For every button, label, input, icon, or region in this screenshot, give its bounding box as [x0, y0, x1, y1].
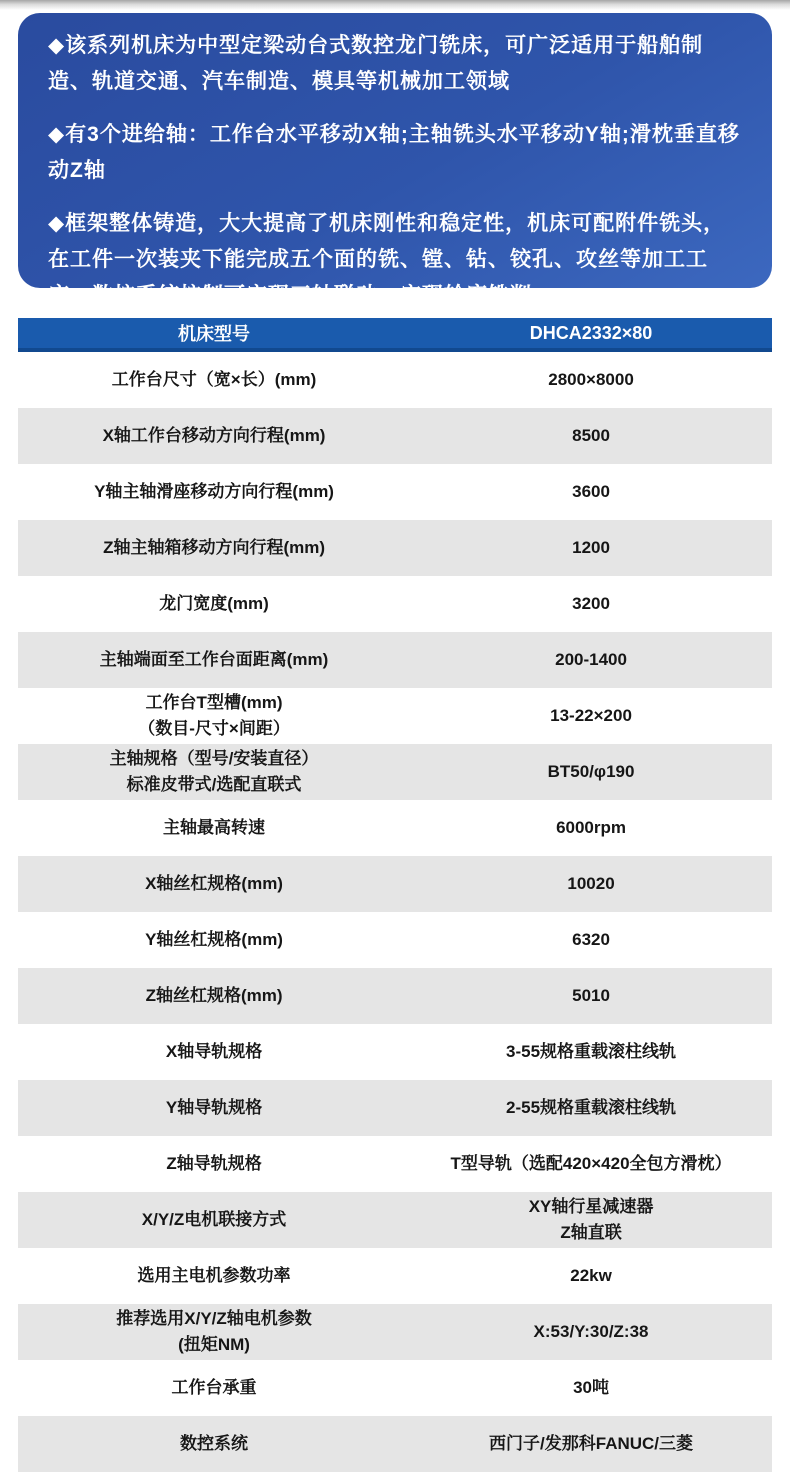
spec-label: 推荐选用X/Y/Z轴电机参数 (扭矩NM) [116, 1309, 312, 1354]
spec-table-header [18, 318, 772, 352]
spec-label: Y轴导轨规格 [165, 1098, 263, 1117]
spec-value: 8500 [572, 426, 610, 445]
spec-value: 10020 [567, 874, 615, 893]
spec-table [18, 318, 772, 1472]
spec-label: Y轴丝杠规格(mm) [145, 930, 283, 949]
table-row [18, 1136, 772, 1192]
table-row [18, 464, 772, 520]
intro-bullet: ◆有3个进给轴：工作台水平移动X轴;主轴铣头水平移动Y轴;滑枕垂直移动Z轴 [48, 123, 740, 182]
spec-label: 工作台T型槽(mm) （数目-尺寸×间距） [138, 693, 290, 738]
spec-value: X:53/Y:30/Z:38 [533, 1322, 649, 1341]
spec-label: 主轴规格（型号/安装直径） 标准皮带式/选配直联式 [109, 749, 319, 794]
spec-value: XY轴行星减速器 Z轴直联 [528, 1197, 654, 1242]
table-row [18, 912, 772, 968]
table-row [18, 1416, 772, 1472]
spec-label: X轴工作台移动方向行程(mm) [102, 426, 326, 445]
table-row [18, 1080, 772, 1136]
spec-label: Z轴主轴箱移动方向行程(mm) [103, 538, 326, 557]
spec-value: 6320 [572, 930, 610, 949]
spec-value: 13-22×200 [550, 706, 632, 725]
spec-value: 22kw [570, 1266, 612, 1285]
spec-label: X/Y/Z电机联接方式 [141, 1210, 287, 1229]
intro-bullet: ◆框架整体铸造，大大提高了机床刚性和稳定性，机床可配附件铣头，在工件一次装夹下能完成五个面的铣、镗、钻、铰孔、攻丝等加工工序，数控系统控制可实现三轴联动，实现轮廓铣削 [48, 212, 726, 307]
spec-label: X轴导轨规格 [165, 1042, 263, 1061]
spec-label: Z轴丝杠规格(mm) [145, 986, 283, 1005]
spec-value: 1200 [572, 538, 610, 557]
table-row [18, 408, 772, 464]
spec-value: T型导轨（选配420×420全包方滑枕） [450, 1154, 732, 1173]
table-row [18, 576, 772, 632]
table-row [18, 1360, 772, 1416]
table-row [18, 1192, 772, 1248]
spec-value: 3-55规格重载滚柱线轨 [506, 1042, 677, 1061]
spec-label: 龙门宽度(mm) [159, 594, 269, 613]
table-row [18, 968, 772, 1024]
spec-value: 30吨 [573, 1378, 609, 1397]
table-row [18, 520, 772, 576]
spec-label: Y轴主轴滑座移动方向行程(mm) [94, 482, 334, 501]
header-model-value: DHCA2332×80 [529, 322, 653, 343]
spec-label: 选用主电机参数功率 [137, 1266, 291, 1285]
table-row [18, 856, 772, 912]
spec-label: 工作台承重 [171, 1378, 257, 1397]
spec-value: 西门子/发那科FANUC/三菱 [489, 1434, 694, 1453]
intro-bullet: ◆该系列机床为中型定梁动台式数控龙门铣床，可广泛适用于船舶制造、轨道交通、汽车制造、模具等机械加工领域 [48, 34, 704, 93]
table-row [18, 744, 772, 800]
spec-value: 5010 [572, 986, 610, 1005]
table-row [18, 632, 772, 688]
table-row [18, 1304, 772, 1360]
spec-value: 2800×8000 [548, 370, 634, 389]
table-row [18, 352, 772, 408]
spec-label: 主轴最高转速 [163, 818, 266, 837]
spec-label: 数控系统 [180, 1434, 249, 1453]
header-model-label: 机床型号 [178, 324, 251, 344]
spec-label: Z轴导轨规格 [166, 1154, 262, 1173]
spec-value: 3600 [572, 482, 610, 501]
spec-label: X轴丝杠规格(mm) [145, 874, 283, 893]
spec-value: BT50/φ190 [547, 762, 635, 781]
table-row [18, 1248, 772, 1304]
spec-value: 2-55规格重载滚柱线轨 [506, 1098, 677, 1117]
table-row [18, 1024, 772, 1080]
spec-value: 200-1400 [555, 650, 627, 669]
table-row [18, 688, 772, 744]
spec-rows [18, 352, 772, 1472]
table-row [18, 800, 772, 856]
spec-label: 工作台尺寸（宽×长）(mm) [111, 370, 317, 389]
top-section-shadow [0, 0, 790, 10]
spec-value: 6000rpm [556, 818, 626, 837]
intro-box [18, 13, 772, 307]
spec-label: 主轴端面至工作台面距离(mm) [99, 650, 329, 669]
spec-value: 3200 [572, 594, 610, 613]
